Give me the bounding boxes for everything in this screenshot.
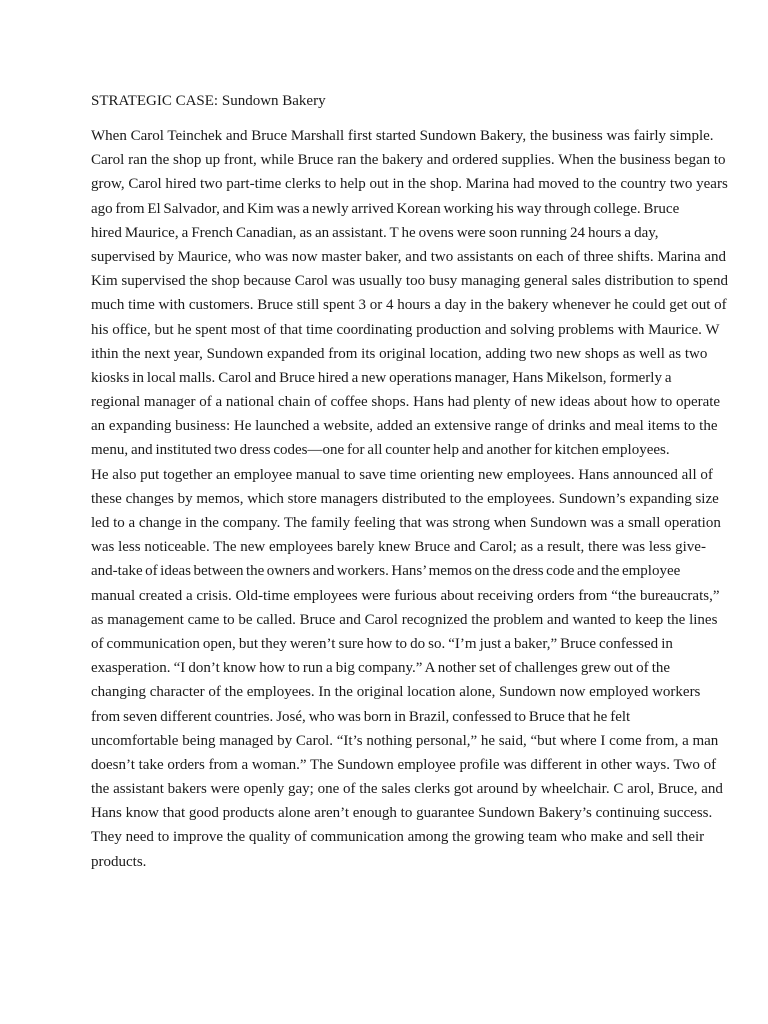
body-line: When Carol Teinchek and Bruce Marshall first started Sundown Bakery, the business was fairly simple.	[91, 128, 714, 144]
body-line: from seven different countries. José, who was born in Brazil, confessed to Bruce that he felt	[91, 708, 631, 725]
document-title: STRATEGIC CASE: Sundown Bakery	[91, 93, 326, 109]
body-line: ago from El Salvador, and Kim was a newly arrived Korean working his way through college. Bruce	[91, 200, 680, 217]
body-line: led to a change in the company. The family feeling that was strong when Sundown was a small operation	[91, 515, 721, 531]
body-line: regional manager of a national chain of coffee shops. Hans had plenty of new ideas about how to operate	[91, 394, 721, 411]
body-line: an expanding business: He launched a website, added an extensive range of drinks and meal items to the	[91, 418, 718, 435]
body-line: of communication open, but they weren’t sure how to do so. “I’m just a baker,” Bruce confessed in	[91, 635, 673, 652]
document-body	[91, 124, 728, 874]
body-line: He also put together an employee manual to save time orienting new employees. Hans announced all of	[91, 466, 713, 483]
body-line: much time with customers. Bruce still spent 3 or 4 hours a day in the bakery whenever he could get out of	[91, 297, 727, 314]
body-line: changing character of the employees. In the original location alone, Sundown now employed workers	[91, 684, 701, 701]
body-line: was less noticeable. The new employees barely knew Bruce and Carol; as a result, there was less give-	[91, 539, 706, 556]
body-line: kiosks in local malls. Carol and Bruce hired a new operations manager, Hans Mikelson, formerly a	[91, 369, 672, 386]
body-line: ithin the next year, Sundown expanded from its original location, adding two new shops as well as two	[91, 345, 708, 362]
body-line: exasperation. “I don’t know how to run a big company.” A nother set of challenges grew out of the	[91, 660, 671, 677]
body-line: Kim supervised the shop because Carol was usually too busy managing general sales distribution to spend	[91, 273, 728, 290]
body-line: his office, but he spent most of that time coordinating production and solving problems with Maurice. W	[91, 321, 720, 338]
body-line: manual created a crisis. Old-time employees were furious about receiving orders from “the bureaucrats,”	[91, 587, 720, 604]
document-page	[91, 89, 728, 874]
body-line: as management came to be called. Bruce and Carol recognized the problem and wanted to keep the lines	[91, 611, 718, 628]
body-line: products.	[91, 853, 147, 870]
body-line: Carol ran the shop up front, while Bruce ran the bakery and ordered supplies. When the business began to	[91, 152, 726, 169]
body-line: doesn’t take orders from a woman.” The Sundown employee profile was different in other ways. Two of	[91, 756, 717, 773]
body-line: these changes by memos, which store managers distributed to the employees. Sundown’s expanding size	[91, 490, 719, 507]
body-line: uncomfortable being managed by Carol. “It’s nothing personal,” he said, “but where I come from, a man	[91, 732, 719, 749]
body-line: supervised by Maurice, who was now master baker, and two assistants on each of three shifts. Marina and	[91, 248, 727, 265]
body-line: They need to improve the quality of communication among the growing team who make and sell their	[91, 829, 705, 846]
body-line: grow, Carol hired two part-time clerks to help out in the shop. Marina had moved to the country two years	[91, 176, 728, 193]
body-line: hired Maurice, a French Canadian, as an assistant. T he ovens were soon running 24 hours a day,	[91, 224, 659, 241]
body-line: menu, and instituted two dress codes—one for all counter help and another for kitchen employees.	[91, 442, 670, 459]
body-line: the assistant bakers were openly gay; one of the sales clerks got around by wheelchair. C arol, Bruce, and	[91, 781, 723, 798]
body-line: Hans know that good products alone aren’t enough to guarantee Sundown Bakery’s continuing success.	[91, 805, 713, 822]
body-line: and-take of ideas between the owners and workers. Hans’ memos on the dress code and the employee	[91, 563, 681, 580]
